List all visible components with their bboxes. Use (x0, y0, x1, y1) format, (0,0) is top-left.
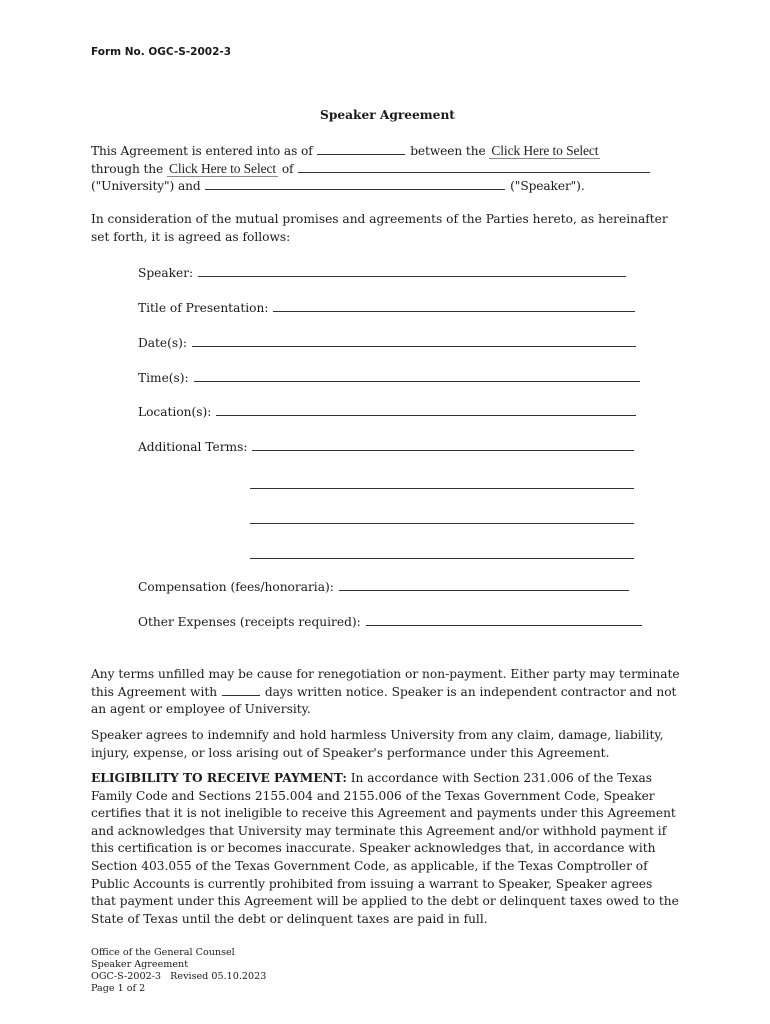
footer-office: Office of the General Counsel (91, 947, 235, 958)
presentation-title-field[interactable] (273, 301, 635, 312)
footer-doc-name: Speaker Agreement (91, 959, 189, 970)
times-label: Time(s): (138, 371, 189, 385)
document-title: Speaker Agreement (320, 108, 455, 122)
notice-days-field[interactable] (222, 685, 260, 696)
footer-page-number: Page 1 of 2 (91, 983, 146, 994)
page-footer (91, 947, 266, 995)
locations-row (138, 405, 637, 419)
intro-through-text: through the (91, 162, 164, 176)
intro-between-text: between the (410, 144, 486, 158)
other-expenses-label: Other Expenses (receipts required): (138, 615, 361, 629)
other-expenses-field[interactable] (366, 615, 642, 626)
speaker-row (138, 266, 627, 280)
additional-terms-field-4[interactable] (250, 557, 634, 559)
terms-paragraph (91, 666, 681, 719)
intro-line-2 (91, 161, 651, 177)
intro-speaker-text: ("Speaker"). (510, 179, 585, 193)
locations-field[interactable] (216, 405, 636, 416)
date-entered-field[interactable] (317, 144, 405, 155)
consideration-paragraph: In consideration of the mutual promises and agreements of the Parties hereto, as hereinafter set forth, it is agreed as follows: (91, 212, 668, 244)
intro-text: This Agreement is entered into as of (91, 144, 313, 158)
other-expenses-row (138, 615, 643, 629)
times-field[interactable] (194, 371, 640, 382)
footer-revision: OGC-S-2002-3 Revised 05.10.2023 (91, 971, 267, 982)
terms-text-2: days written notice. Speaker is an independent contractor and not an agent or employee of University. (91, 684, 677, 717)
eligibility-text: In accordance with Section 231.006 of the Texas Family Code and Sections 2155.004 and 2155.006 of the Texas Government Code, Speaker certifies that it is not ineligible to receive this Agreement and payments under this Agreement and acknowledges that University may terminate this Agreement and/or withhold payment if this certification is or becomes inaccurate. Speaker acknowledges that, in accordance with Section 403.055 of the Texas Government Code, as applicable, if the Texas Comptroller of Public Accounts is currently prohibited from issuing a warrant to Speaker, Speaker agrees that payment under this Agreement will be applied to the debt or delinquent taxes owed to the State of Texas until the debt or delinquent taxes are paid in full. (91, 771, 679, 926)
institution-select[interactable]: Click Here to Select (491, 143, 599, 158)
additional-terms-field-3[interactable] (250, 522, 634, 524)
speaker-name-field[interactable] (205, 179, 505, 190)
additional-terms-label: Additional Terms: (138, 440, 248, 454)
additional-terms-field-1[interactable] (252, 440, 634, 451)
additional-terms-row (138, 440, 635, 454)
intro-university-text: ("University") and (91, 179, 201, 193)
indemnify-paragraph: Speaker agrees to indemnify and hold harmless University from any claim, damage, liability, injury, expense, or loss arising out of Speaker's performance under this Agreement. (91, 728, 664, 760)
dates-row (138, 336, 637, 350)
additional-terms-field-2[interactable] (250, 487, 634, 489)
locations-label: Location(s): (138, 405, 212, 419)
compensation-row (138, 580, 630, 594)
form-number: Form No. OGC-S-2002-3 (91, 46, 232, 58)
speaker-field[interactable] (198, 266, 626, 277)
terms-text-1: Any terms unfilled may be cause for renegotiation or non-payment. Either party may terminate this Agreement with (91, 667, 680, 699)
compensation-label: Compensation (fees/honoraria): (138, 580, 334, 594)
intro-line-1 (91, 143, 600, 159)
intro-line-3 (91, 179, 585, 193)
times-row (138, 371, 641, 385)
department-select[interactable]: Click Here to Select (168, 161, 277, 176)
eligibility-paragraph (91, 770, 681, 928)
dates-label: Date(s): (138, 336, 188, 350)
intro-of-text: of (281, 162, 294, 176)
speaker-label: Speaker: (138, 266, 194, 280)
title-row (138, 301, 636, 315)
university-name-field[interactable] (298, 162, 650, 173)
dates-field[interactable] (192, 336, 636, 347)
eligibility-heading: ELIGIBILITY TO RECEIVE PAYMENT: (91, 771, 347, 785)
compensation-field[interactable] (339, 580, 629, 591)
title-label: Title of Presentation: (138, 301, 269, 315)
